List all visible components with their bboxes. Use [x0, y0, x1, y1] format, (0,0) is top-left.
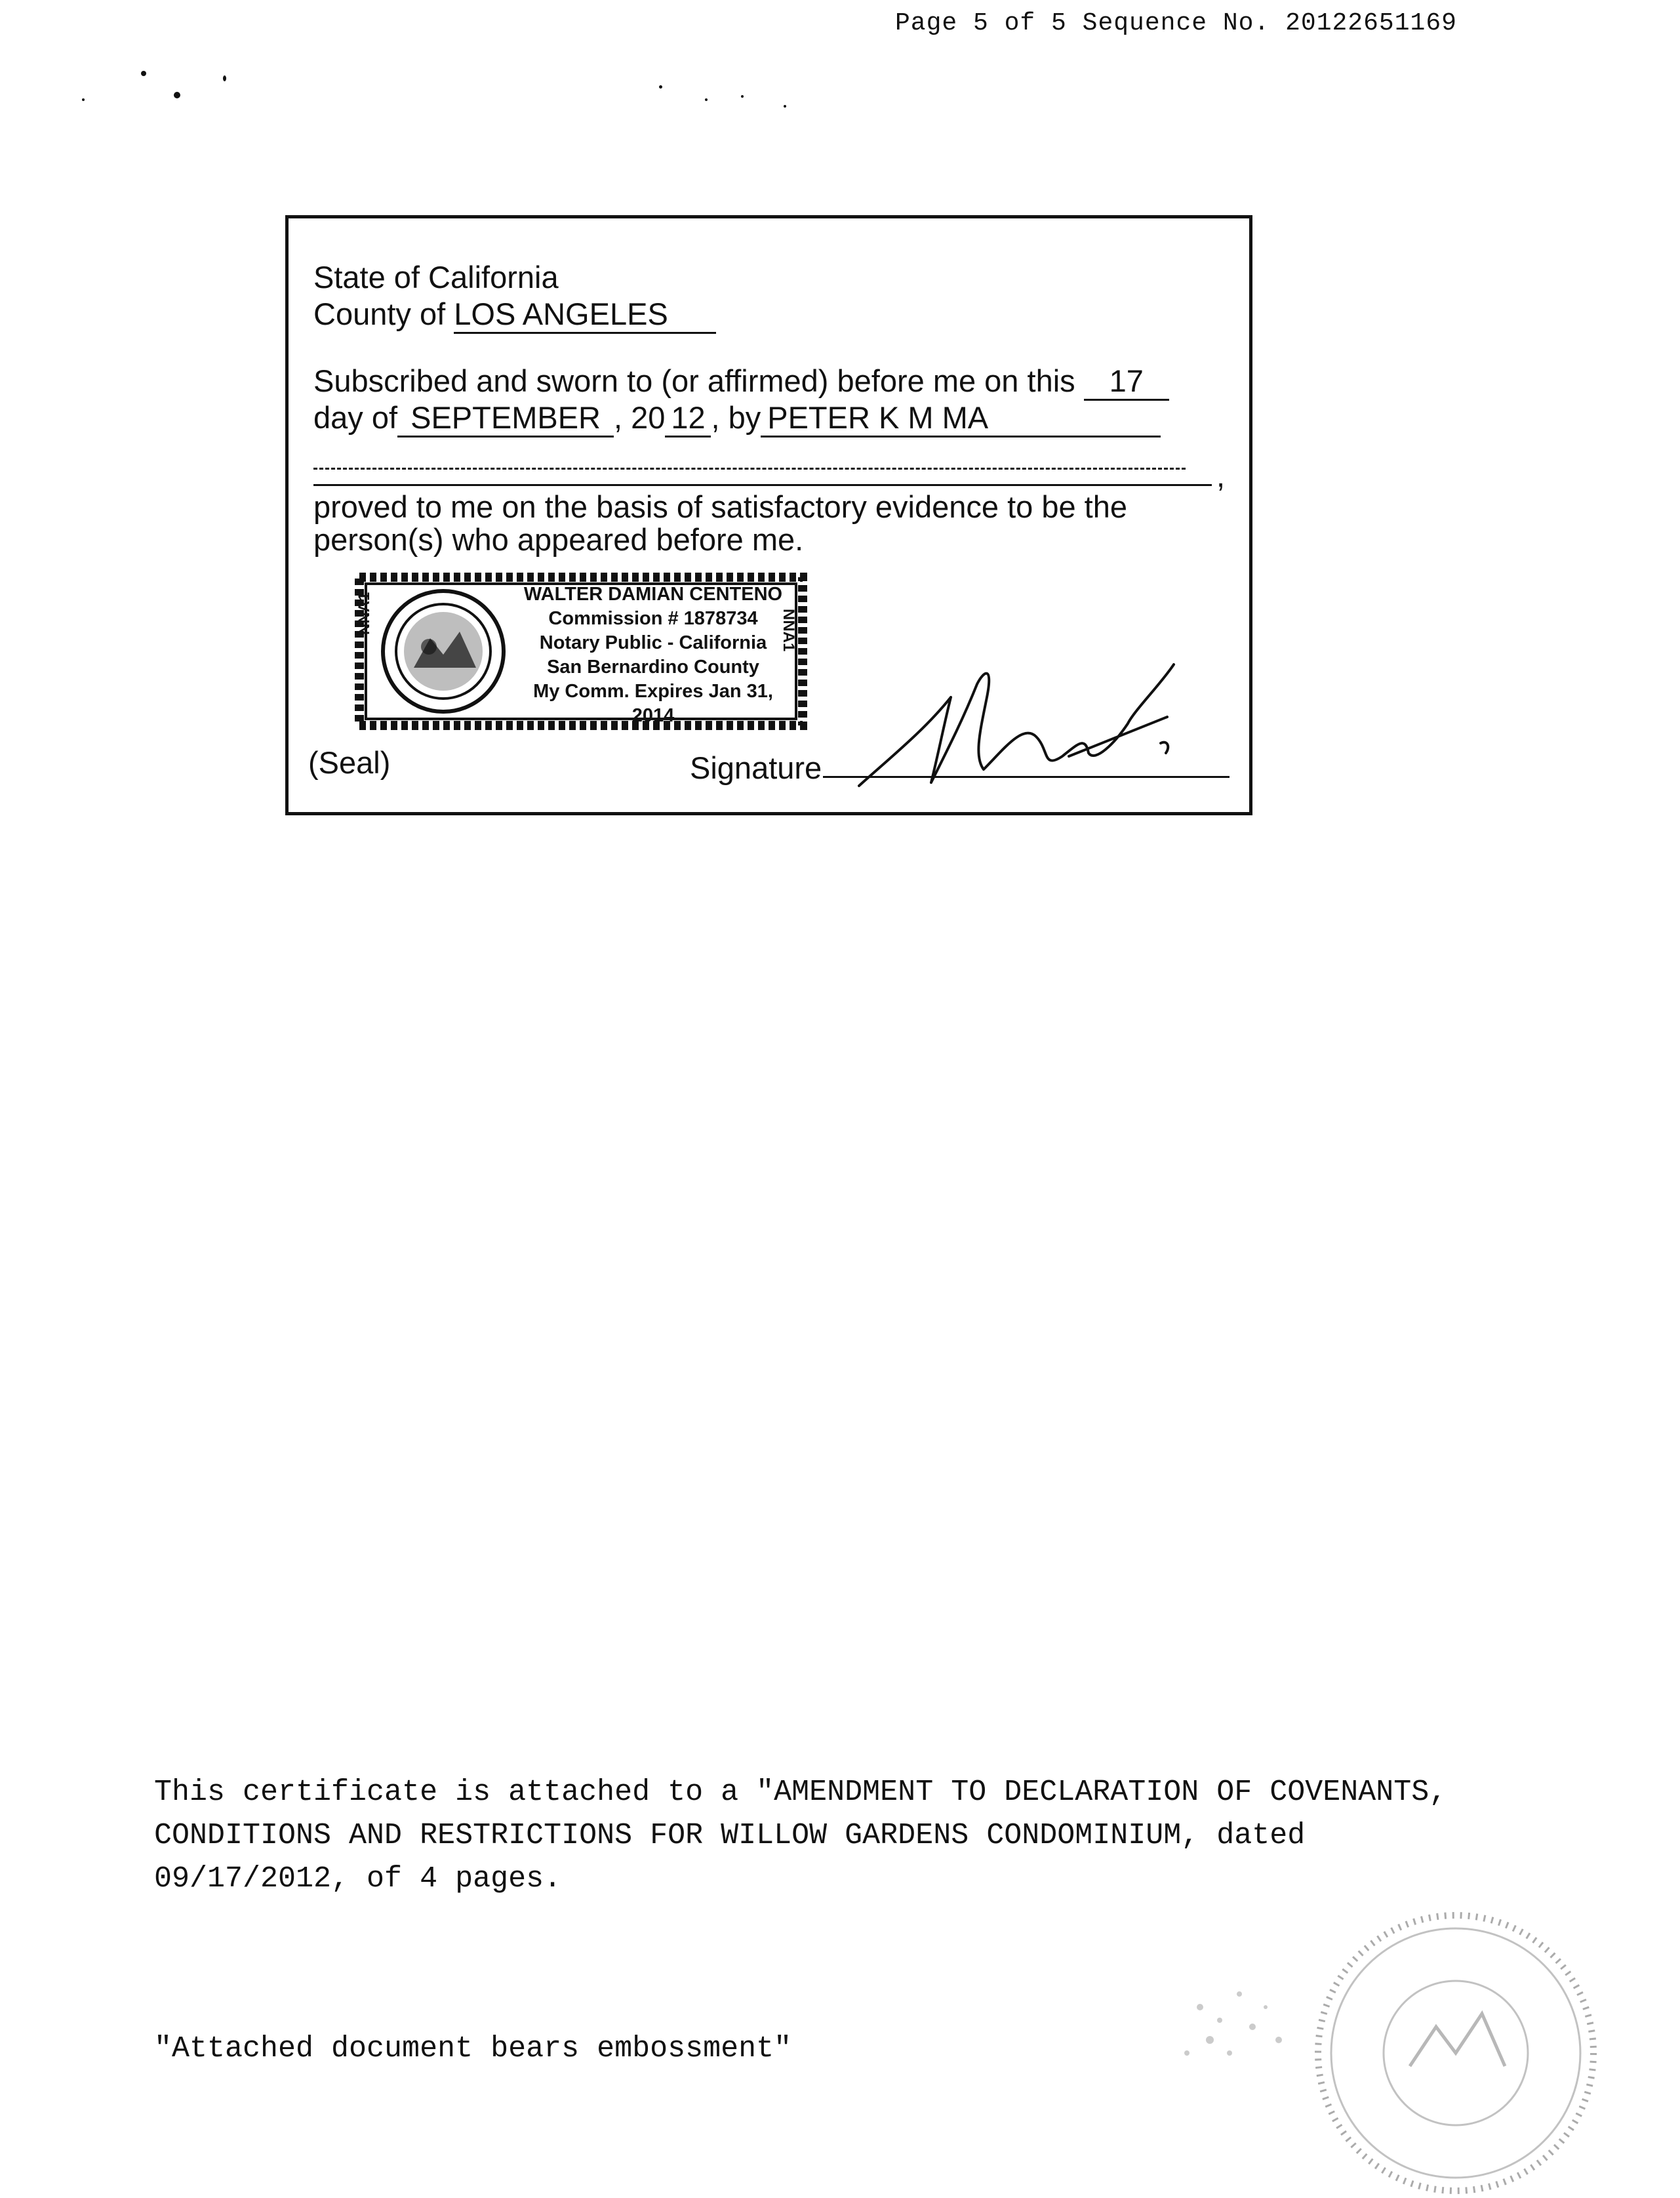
proved-line-2: person(s) who appeared before me.	[313, 522, 804, 557]
county-value: LOS ANGELES	[454, 296, 716, 334]
seal-label: (Seal)	[308, 745, 391, 780]
date-name-line	[313, 399, 1161, 438]
notary-stamp	[351, 569, 810, 733]
scan-speck	[82, 98, 85, 101]
embossed-seal-icon	[1148, 1856, 1620, 2197]
scan-speck	[223, 75, 226, 81]
stamp-expiry: My Comm. Expires Jan 31, 2014	[533, 681, 773, 726]
name-value: PETER K M MA	[761, 399, 1161, 438]
signature-label: Signature	[690, 750, 822, 785]
stamp-text-block	[515, 582, 791, 728]
day-value: 17	[1084, 363, 1169, 401]
certificate-line-2: CONDITIONS AND RESTRICTIONS FOR WILLOW GARDENS CONDOMINIUM, dated	[154, 1819, 1306, 1852]
underline-rule	[313, 484, 1212, 486]
year-suffix: 12	[665, 399, 711, 438]
scan-speck	[141, 71, 146, 76]
stamp-notary-name: WALTER DAMIAN CENTENO	[523, 584, 783, 605]
trailing-comma: ,	[1216, 458, 1226, 493]
by-label: , by	[711, 400, 761, 435]
scan-speck	[705, 98, 708, 101]
stamp-side-code-right: NNA1	[780, 609, 797, 652]
page-sequence-header: Page 5 of 5 Sequence No. 20122651169	[895, 9, 1457, 37]
county-label: County of	[313, 296, 446, 331]
year-prefix: , 20	[614, 400, 666, 435]
proved-line-1: proved to me on the basis of satisfactory evidence to be the	[313, 489, 1128, 524]
scan-speck	[741, 95, 744, 98]
state-seal-icon	[383, 591, 504, 712]
handwritten-signature	[852, 645, 1180, 796]
county-line	[313, 296, 716, 334]
certificate-line-1: This certificate is attached to a "AMENDMENT TO DECLARATION OF COVENANTS,	[154, 1776, 1447, 1809]
embossment-note: "Attached document bears embossment"	[154, 2032, 792, 2066]
certificate-line-3: 09/17/2012, of 4 pages.	[154, 1862, 562, 1896]
sworn-prefix: Subscribed and sworn to (or affirmed) before me on this	[313, 363, 1075, 398]
dashed-fill-line	[313, 468, 1186, 470]
notary-jurat-box	[285, 215, 1252, 815]
day-of-label: day of	[313, 400, 398, 435]
stamp-title: Notary Public - California	[539, 632, 767, 653]
scan-speck	[659, 85, 662, 89]
state-line: State of California	[313, 260, 559, 295]
month-value: SEPTEMBER	[397, 399, 614, 438]
scan-speck	[174, 92, 180, 98]
stamp-side-code-left: NNA1	[355, 592, 373, 635]
sworn-line	[313, 363, 1169, 401]
scan-speck	[784, 105, 786, 108]
stamp-commission: Commission # 1878734	[548, 608, 758, 629]
stamp-county: San Bernardino County	[547, 657, 759, 678]
